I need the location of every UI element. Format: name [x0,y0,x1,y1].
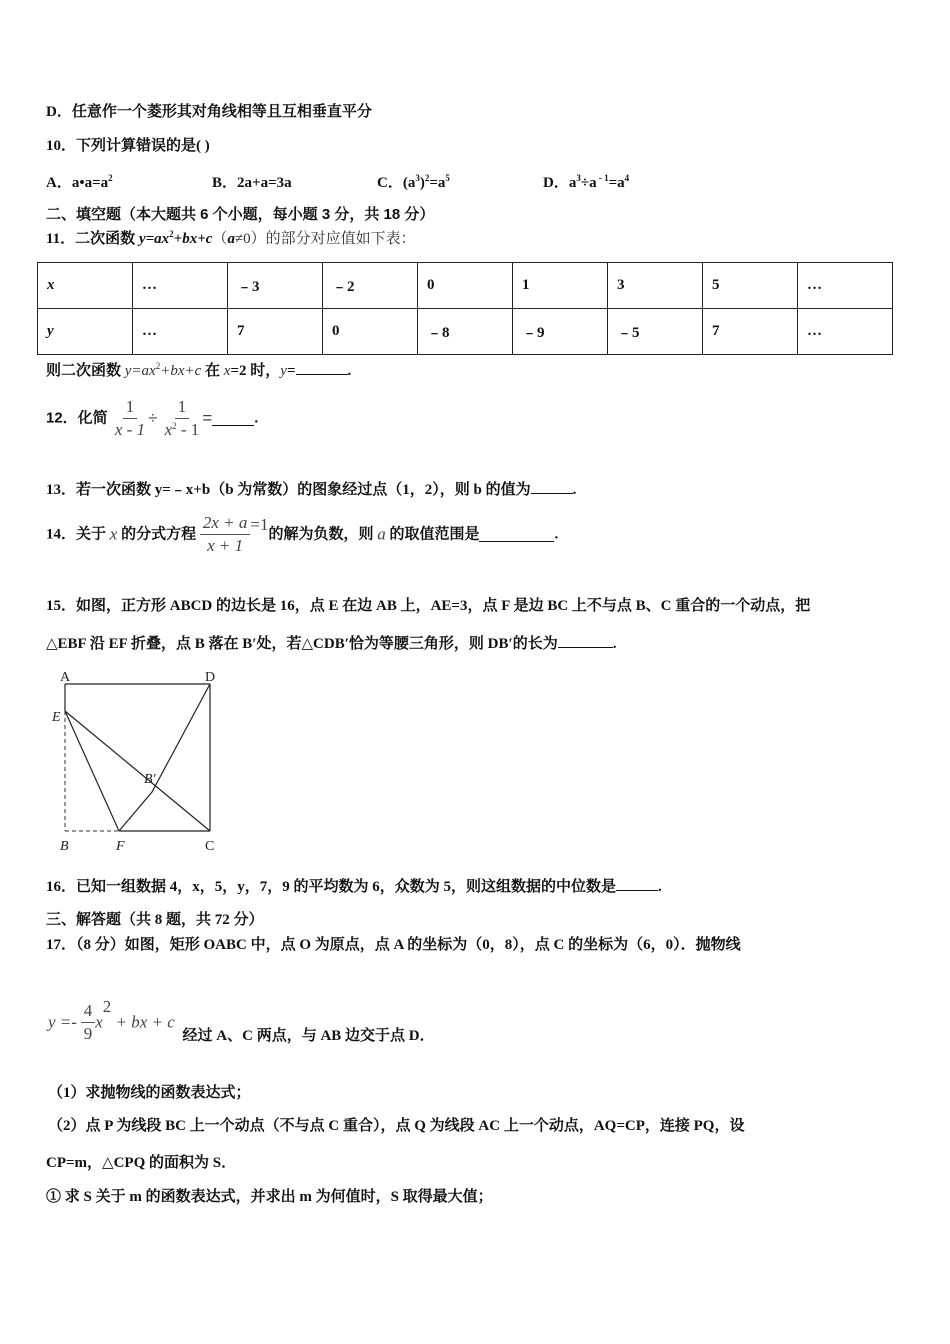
denominator [162,419,203,441]
table-cell: 3 [608,263,703,309]
question-text: 的取值范围是 [385,526,480,543]
denominator-rest: - 1 [176,420,200,439]
var-x: x [164,420,173,439]
superscript: 2 [169,229,174,239]
question-text: 13．若一次函数 y=﹣x+b（b 为常数）的图象经过点（1，2），则 b 的值为 [46,482,531,498]
option-expr: =a [429,175,446,191]
table-cell: ﹣8 [418,309,513,355]
paren: （ [212,231,228,247]
option-expr: a•a=a [71,175,109,191]
numerator: 4 [81,1000,96,1023]
numerator: 2x + a [200,512,251,535]
table-cell: 0 [323,309,418,355]
q12 [46,396,258,441]
option-label: B． [212,175,238,191]
question-text: 16．已知一组数据 4，x，5，y，7，9 的平均数为 6，众数为 5，则这组数据的中位数是 [46,879,617,895]
superscript: - 1 [596,173,609,183]
answer-blank[interactable] [212,411,254,426]
option-label: D． [543,175,569,191]
table-cell: … [133,309,228,355]
question-number: 14．关于 [46,526,110,543]
denominator: x + 1 [207,536,244,555]
table-cell: … [798,263,893,309]
q11-followup [46,360,351,381]
q10-option-b [212,171,292,192]
q15-line2 [46,633,616,654]
q17-equation-line [48,996,435,1047]
q17-part2-sub1: ① 求 S 关于 m 的函数表达式，并求出 m 为何值时，S 取得最大值； [46,1189,493,1205]
period: . [554,526,559,543]
q10-stem: 10．下列计算错误的是( ) [46,138,210,154]
condition: ≠0） [234,231,266,247]
label-b: B [60,839,69,854]
q10-option-c [377,171,450,192]
var-x: x [95,1012,103,1032]
label-d: D [205,670,216,685]
question-number: 11．二次函数 [46,231,139,247]
q10-option-a [46,171,113,192]
var-x: x [109,524,118,544]
option-expr: ÷a [580,175,597,191]
option-expr: =a [608,175,625,191]
table-row-x [38,263,893,309]
superscript: 5 [445,173,450,183]
denominator: 9 [83,1024,93,1043]
row-header-x: x [38,263,133,309]
option-label: A． [46,175,72,191]
stem-tail: 的部分对应值如下表： [265,230,416,247]
question-text: △EBF 沿 EF 折叠，点 B 落在 B′处，若△CDB′恰为等腰三角形，则 DB′的长为 [46,636,558,652]
answer-blank[interactable] [296,360,348,375]
superscript: 3 [576,173,581,183]
period: . [612,636,617,652]
label-e: E [52,710,61,725]
numerator: 1 [123,396,138,419]
table-cell: … [798,309,893,355]
equals-one: =1 [250,514,269,534]
answer-blank[interactable] [616,876,658,891]
superscript: 2 [424,173,430,183]
period: . [347,363,352,379]
section-3-heading: 三、解答题（共 8 题，共 72 分） [46,912,264,928]
var-a: a [377,524,386,544]
equals: = [202,408,213,428]
table-cell: 5 [703,263,798,309]
q16 [46,876,662,897]
label-c: C [205,839,215,854]
followup-text: =2 时， [230,363,281,379]
followup-text: 则二次函数 [46,363,125,379]
table-cell: 1 [513,263,608,309]
table-cell: … [133,263,228,309]
superscript: 2 [155,361,161,371]
table-cell: 7 [703,309,798,355]
period: . [254,409,259,427]
segment-fd [119,684,210,831]
label-a: A [60,670,71,685]
option-expr: (a [402,175,416,191]
values-table [37,262,893,355]
answer-blank[interactable] [479,527,554,542]
q17-part1: （1）求抛物线的函数表达式； [48,1085,251,1101]
section-2-heading: 二、填空题（本大题共 6 个小题，每小题 3 分，共 18 分） [46,206,435,223]
label-b-prime: B′ [144,772,156,787]
q13 [46,479,576,500]
fraction [200,512,251,557]
q11-stem [46,229,416,249]
question-text: 的解为负数，则 [268,526,378,543]
function-expr: +bx+c [173,231,213,247]
table-cell: ﹣5 [608,309,703,355]
q17-line1: 17．（8 分）如图，矩形 OABC 中，点 O 为原点，点 A 的坐标为（0，8），点 C 的坐标为（6，0）．抛物线 [46,937,741,953]
row-header-y: y [38,309,133,355]
var-y: y [280,363,287,379]
superscript: 3 [415,173,420,183]
segment-ef [65,711,119,831]
function-expr: y=ax [124,363,156,379]
followup-text: = [286,363,296,379]
question-text: 经过 A、C 两点，与 AB 边交于点 D． [182,1027,435,1044]
q9-option-d: D．任意作一个菱形其对角线相等且互相垂直平分 [46,104,372,120]
superscript: 2 [102,996,112,1016]
equation-lhs: y =- [48,1012,77,1032]
option-label: C． [377,175,403,191]
question-number: 12．化简 [46,409,108,427]
answer-blank[interactable] [531,479,573,494]
fraction-1 [112,396,148,441]
superscript: 2 [172,421,177,431]
q17-part2-line1: （2）点 P 为线段 BC 上一个动点（不与点 C 重合），点 Q 为线段 AC 上一个动点，AQ=CP，连接 PQ，设 [48,1118,745,1134]
question-text: 的分式方程 [117,526,197,543]
condition-var: a [227,231,235,247]
period: . [572,482,577,498]
q15-line1: 15．如图，正方形 ABCD 的边长是 16，点 E 在边 AB 上，AE=3，点 F 是边 BC 上不与点 B、C 重合的一个动点，把 [46,598,811,614]
numerator: 1 [175,396,190,419]
option-expr: 2a+a=3a [237,175,292,191]
followup-text: 在 [201,363,224,379]
table-cell: ﹣3 [228,263,323,309]
superscript: 2 [108,173,113,183]
table-cell: ﹣2 [323,263,418,309]
q17-part2-line2: CP=m，△CPQ 的面积为 S． [46,1155,237,1171]
table-cell: ﹣9 [513,309,608,355]
function-expr: y=ax [138,231,170,247]
segment-ec [65,711,210,831]
q14 [46,512,558,557]
label-f: F [116,839,125,854]
period: . [658,879,662,895]
answer-blank[interactable] [558,633,613,648]
superscript: 4 [624,173,630,183]
function-expr: +bx+c [160,363,202,379]
divide-operator: ÷ [148,408,158,428]
q10-option-d [543,171,629,192]
table-cell: 0 [418,263,513,309]
square-fold-figure [40,665,240,860]
var-x: x [223,363,231,379]
equation-rest: + bx + c [111,1012,175,1032]
denominator: x - 1 [114,420,146,439]
table-row-y [38,309,893,355]
fraction-4-9 [81,1000,96,1045]
table-cell: 7 [228,309,323,355]
option-expr: a [568,175,577,191]
fraction-2 [162,396,203,441]
option-expr: ) [419,175,425,191]
